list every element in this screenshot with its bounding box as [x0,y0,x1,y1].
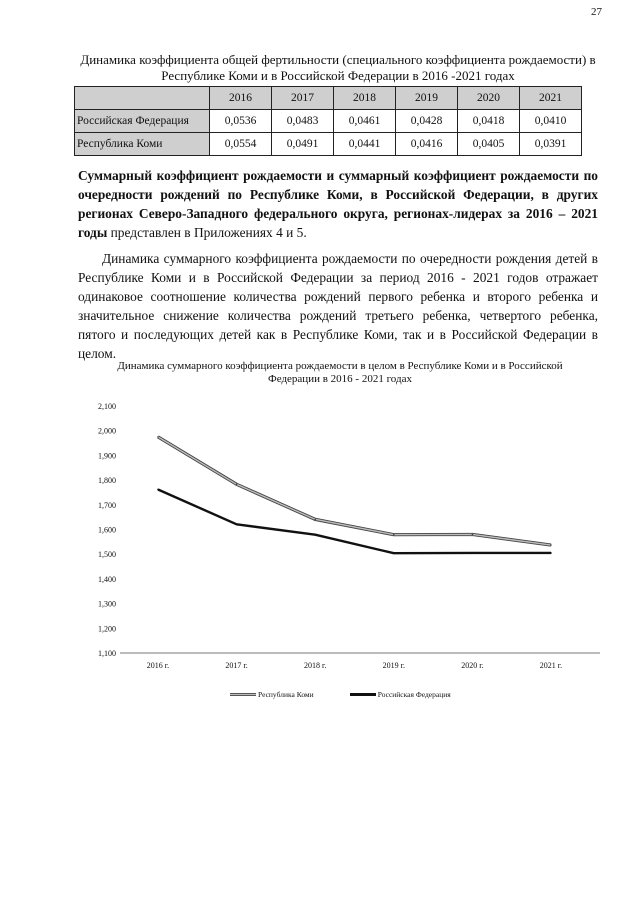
legend-swatch-komi [230,693,256,696]
table-cell: 0,0491 [272,133,334,156]
x-tick-label: 2019 г. [382,661,405,670]
data-point-komi [472,534,474,536]
table-year-header: 2017 [272,87,334,110]
table-year-header: 2021 [520,87,582,110]
y-tick-label: 1,700 [98,500,116,510]
y-tick-label: 2,000 [98,426,116,436]
data-point-komi [393,534,395,536]
table-cell: 0,0428 [396,110,458,133]
x-tick-label: 2018 г. [304,661,327,670]
data-point-komi [550,544,552,546]
table-corner-cell [75,87,210,110]
dynamics-paragraph: Динамика суммарного коэффициента рождаемости по очередности рождения детей в Республике Коми и в Российской Федерации за период 2016 - 2021 годов отражает одинаковое соотношение количества рождений первого ребенка и второго ребенка и значительное снижение количества рождений третьего ребенка, четвертого ребенка, пятого и последующих детей как в Республике Коми, так и в Российской Федерации в целом. [78,251,598,362]
table-caption: Динамика коэффициента общей фертильности (специального коэффициента рождаемости) в Республике Коми и в Российской Федерации в 2016 -2021 годах [80,52,596,83]
appendix-paragraph [78,166,598,242]
x-tick-label: 2016 г. [146,661,170,670]
series-line-rf [158,489,551,553]
series-line-komi-outline [158,437,551,545]
table-cell: 0,0410 [520,110,582,133]
data-point-rf [393,552,395,554]
legend-label-komi: Республика Коми [258,690,314,699]
table-row [75,110,582,133]
table-cell: 0,0461 [334,110,396,133]
chart-legend [230,690,451,699]
table-row-label: Российская Федерация [75,110,210,133]
table-row [75,133,582,156]
table-cell: 0,0391 [520,133,582,156]
data-point-rf [157,489,159,491]
table-year-header: 2018 [334,87,396,110]
data-point-komi [314,519,316,521]
data-point-rf [472,552,474,554]
x-tick-label: 2021 г. [539,661,563,670]
table-cell: 0,0416 [396,133,458,156]
table-row-label: Республика Коми [75,133,210,156]
table-year-header: 2016 [210,87,272,110]
x-tick-label: 2017 г. [225,661,248,670]
legend-item-rf [350,690,451,699]
table-year-header: 2019 [396,87,458,110]
y-tick-label: 1,100 [98,649,116,658]
y-tick-label: 1,900 [98,451,116,461]
y-tick-label: 1,300 [98,599,116,609]
y-tick-label: 1,400 [98,574,116,584]
data-point-rf [236,524,238,526]
y-tick-label: 1,800 [98,476,116,486]
fertility-table [74,86,582,156]
legend-item-komi [230,690,314,699]
table-cell: 0,0418 [458,110,520,133]
legend-swatch-rf [350,693,376,696]
y-tick-label: 2,100 [98,402,116,411]
data-point-komi [236,483,238,485]
series-line-komi [158,437,551,545]
x-tick-label: 2020 г. [461,661,484,670]
table-cell: 0,0536 [210,110,272,133]
y-tick-label: 1,200 [98,624,116,634]
data-point-rf [314,534,316,536]
data-point-komi [157,436,159,438]
table-header-row [75,87,582,110]
page-number: 27 [591,6,602,18]
chart-title: Динамика суммарного коэффициента рождаемости в целом в Республике Коми и в Российской Федерации в 2016 - 2021 годах [117,360,563,385]
y-tick-label: 1,500 [98,550,116,560]
table-cell: 0,0441 [334,133,396,156]
data-point-rf [550,552,552,554]
table-year-header: 2020 [458,87,520,110]
y-tick-label: 1,600 [98,525,116,535]
line-chart [0,390,640,720]
appendix-paragraph-bold: Суммарный коэффициент рождаемости и суммарный коэффициент рождаемости по очередности рождений по Республике Коми, в Российской Федерации, в других регионах Северо-Западного федерального округа, регионах-лидерах за 2016 – 2021 годы [78,168,598,241]
table-cell: 0,0405 [458,133,520,156]
appendix-paragraph-tail: представлен в Приложениях 4 и 5. [107,225,307,241]
legend-label-rf: Российская Федерация [377,690,451,699]
table-cell: 0,0483 [272,110,334,133]
table-cell: 0,0554 [210,133,272,156]
